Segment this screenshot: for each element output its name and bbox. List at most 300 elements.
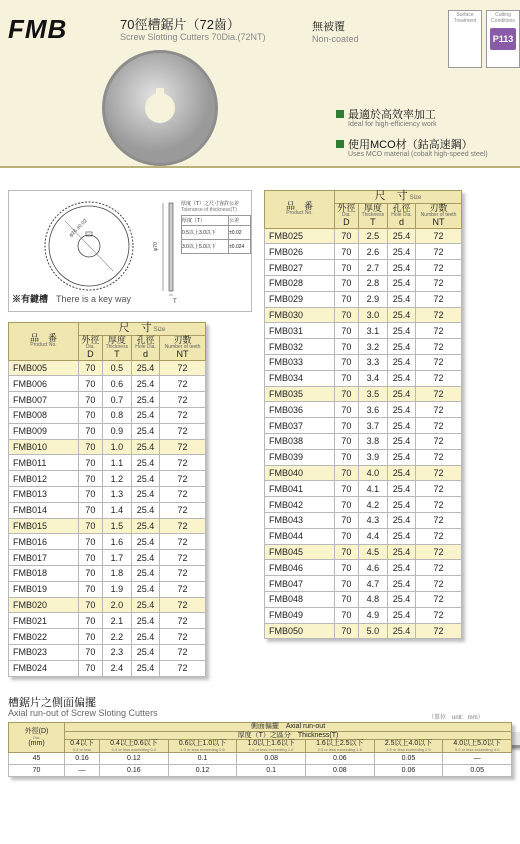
table-row [265,449,462,465]
hole-dia: 25.4 [131,360,159,376]
table-row [9,765,512,777]
table-row [9,629,206,645]
thickness: 2.9 [358,291,387,307]
runout-title-en: Axial run-out of Screw Sloting Cutters [8,708,158,718]
outer-dia: 70 [335,244,359,260]
teeth-count: 72 [160,597,206,613]
cutting-conditions-badge[interactable]: Cutting Conditions P113 [486,10,520,68]
product-code: FMB026 [265,244,335,260]
teeth-count: 72 [416,386,462,402]
table-row [265,386,462,402]
product-code: FMB047 [265,576,335,592]
teeth-count: 72 [160,423,206,439]
thickness: 0.9 [102,423,131,439]
hole-dia: 25.4 [131,439,159,455]
outer-dia: 70 [79,645,103,661]
teeth-count: 72 [416,465,462,481]
table-row [9,566,206,582]
col-thickness-bracket: 1.6以上2.5以下 2.5 or less exceeding 1.6 [306,740,375,753]
outer-dia: 70 [335,465,359,481]
hole-dia: 25.4 [131,660,159,676]
hole-dia: 25.4 [131,392,159,408]
table-row [265,323,462,339]
thickness: 0.5 [102,360,131,376]
product-code: FMB050 [265,623,335,639]
product-code: FMB043 [265,513,335,529]
hole-dia: 25.4 [387,402,415,418]
teeth-count: 72 [160,455,206,471]
teeth-count: 72 [160,518,206,534]
runout-value: 0.16 [65,753,100,765]
thickness: 1.5 [102,518,131,534]
product-code: FMB006 [9,376,79,392]
hole-dia: 25.4 [387,449,415,465]
outer-dia: 70 [79,376,103,392]
table-row [265,244,462,260]
table-row [265,291,462,307]
teeth-count: 72 [416,434,462,450]
table-row [265,260,462,276]
product-code: FMB012 [9,471,79,487]
thickness: 3.9 [358,449,387,465]
thickness: 0.6 [102,376,131,392]
outer-dia: 70 [79,597,103,613]
col-thickness-bracket: 2.5以上4.0以下 4.0 or less exceeding 2.5 [374,740,443,753]
thickness: 1.7 [102,550,131,566]
hole-diameter-label: φ16 ±0.02 [68,218,89,239]
runout-value: 0.05 [443,765,512,777]
outer-dia: 70 [335,481,359,497]
thickness: 4.1 [358,481,387,497]
col-dia: 外徑 Dia. D [335,203,359,228]
product-code: FMB008 [9,408,79,424]
spec-badges [448,10,520,68]
col-teeth: 刃數 Number of teeth NT [160,335,206,360]
hole-dia: 25.4 [131,597,159,613]
runout-value: 0.05 [374,753,443,765]
catalog-header [0,0,520,168]
product-code: FMB019 [9,581,79,597]
outer-dia: 70 [335,355,359,371]
thickness: 5.0 [358,623,387,639]
outer-dia: 70 [79,629,103,645]
table-row [265,560,462,576]
col-axial-runout: 側面偏擺 Axial run-out [65,723,512,732]
product-code: FMB022 [9,629,79,645]
table-row [265,418,462,434]
outer-dia: 70 [79,566,103,582]
outer-dia: 70 [79,471,103,487]
hole-dia: 25.4 [387,623,415,639]
teeth-count: 72 [416,339,462,355]
table-row [9,660,206,676]
runout-value: — [443,753,512,765]
outer-dia: 70 [79,502,103,518]
teeth-count: 72 [160,645,206,661]
thickness: 3.5 [358,386,387,402]
thickness: 2.6 [358,244,387,260]
hole-dia: 25.4 [387,260,415,276]
teeth-count: 72 [416,355,462,371]
product-code: FMB038 [265,434,335,450]
table-row [9,534,206,550]
runout-value: 0.1 [237,765,306,777]
runout-value: 0.06 [374,765,443,777]
tolerance-table: 厚度（T） 公差 0.5以上3.0以下 ±0.02 3.0以上5.0以下 ±0.024 [181,215,251,254]
product-code: FMB018 [9,566,79,582]
hole-dia: 25.4 [131,518,159,534]
table-row [265,576,462,592]
hole-dia: 25.4 [387,481,415,497]
table-row [265,276,462,292]
teeth-count: 72 [416,228,462,244]
thickness: 4.2 [358,497,387,513]
teeth-count: 72 [160,439,206,455]
table-row [9,487,206,503]
col-hole: 孔徑 Hole Dia. d [131,335,159,360]
table-row [9,423,206,439]
bullet-icon [336,140,344,148]
table-row [9,439,206,455]
product-code: FMB007 [9,392,79,408]
product-code: FMB042 [265,497,335,513]
outer-dia: 70 [335,307,359,323]
hole-dia: 25.4 [131,487,159,503]
product-code: FMB025 [265,228,335,244]
teeth-count: 72 [416,607,462,623]
table-row [265,481,462,497]
product-code: FMB049 [265,607,335,623]
keyway-note: ※有鍵槽 There is a key way [12,294,132,304]
outer-dia: 70 [79,487,103,503]
product-code: FMB014 [9,502,79,518]
thickness: 1.2 [102,471,131,487]
hole-dia: 25.4 [387,607,415,623]
table-row [9,392,206,408]
outer-dia: 70 [335,386,359,402]
teeth-count: 72 [160,408,206,424]
hole-dia: 25.4 [131,550,159,566]
thickness: 1.9 [102,581,131,597]
product-code: FMB031 [265,323,335,339]
hole-dia: 25.4 [387,370,415,386]
product-code: FMB021 [9,613,79,629]
runout-value: 0.08 [306,765,375,777]
outer-dia: 70 [335,339,359,355]
col-size: 尺 寸 Size [79,323,206,336]
teeth-count: 72 [160,471,206,487]
hole-dia: 25.4 [387,434,415,450]
teeth-count: 72 [160,613,206,629]
outer-dia: 70 [79,360,103,376]
thickness: 2.8 [358,276,387,292]
table-row [9,550,206,566]
col-thickness-bracket: 1.0以上1.6以下 1.6 or less exceeding 1.0 [237,740,306,753]
product-code: FMB017 [9,550,79,566]
product-code: FMB013 [9,487,79,503]
teeth-count: 72 [416,418,462,434]
outer-dia: 70 [335,434,359,450]
product-code: FMB016 [9,534,79,550]
feature-high-efficiency: 最適於高效率加工 [336,106,436,122]
hole-dia: 25.4 [387,418,415,434]
product-code: FMB011 [9,455,79,471]
outer-dia: 70 [79,613,103,629]
thickness: 4.7 [358,576,387,592]
teeth-count: 72 [416,576,462,592]
runout-value: 0.06 [306,753,375,765]
coating-label-en: Non-coated [312,34,359,44]
table-row [265,465,462,481]
product-code: FMB036 [265,402,335,418]
outer-dia: 70 [79,550,103,566]
hole-dia: 25.4 [387,228,415,244]
product-code: FMB020 [9,597,79,613]
table-row [9,597,206,613]
teeth-count: 72 [160,487,206,503]
product-code: FMB041 [265,481,335,497]
teeth-count: 72 [160,376,206,392]
table-row [9,581,206,597]
product-code: FMB010 [9,439,79,455]
col-thickness-range: 厚度（T）之區分 Thickness(T) [65,731,512,740]
outer-dia: 70 [79,455,103,471]
col-product-no: 品 番 Product No. [265,191,335,229]
thickness: 4.8 [358,592,387,608]
table-row [9,455,206,471]
product-code: FMB005 [9,360,79,376]
hole-dia: 25.4 [387,513,415,529]
col-thickness-bracket: 4.0以上5.0以下 5.0 or less exceeding 4.0 [443,740,512,753]
teeth-count: 72 [160,502,206,518]
table-row [265,228,462,244]
hole-dia: 25.4 [131,581,159,597]
product-code: FMB034 [265,370,335,386]
thickness: 0.8 [102,408,131,424]
teeth-count: 72 [416,449,462,465]
runout-value: 0.1 [168,753,237,765]
teeth-count: 72 [160,629,206,645]
hole-dia: 25.4 [387,544,415,560]
thickness: 4.6 [358,560,387,576]
table-row [265,370,462,386]
product-code: FMB037 [265,418,335,434]
thickness: 2.7 [358,260,387,276]
outer-dia: 70 [335,449,359,465]
outer-dia: 45 [9,753,65,765]
thickness: 2.0 [102,597,131,613]
outer-dia: 70 [79,423,103,439]
product-code: FMB015 [9,518,79,534]
thickness: 3.3 [358,355,387,371]
product-table-left [8,322,206,677]
outer-dia: 70 [335,497,359,513]
table-row [265,623,462,639]
thickness: 2.4 [102,660,131,676]
hole-dia: 25.4 [387,291,415,307]
teeth-count: 72 [416,592,462,608]
teeth-count: 72 [160,534,206,550]
outer-dia: 70 [79,518,103,534]
outer-dia: 70 [335,276,359,292]
page-reference[interactable]: P113 [490,28,516,50]
product-code: FMB023 [9,645,79,661]
outer-dia: 70 [335,323,359,339]
product-code: FMB030 [265,307,335,323]
hole-dia: 25.4 [387,465,415,481]
outer-dia: 70 [335,576,359,592]
table-row [9,753,512,765]
product-code: FMB009 [9,423,79,439]
product-code: FMB046 [265,560,335,576]
product-code: FMB029 [265,291,335,307]
teeth-count: 72 [416,481,462,497]
brand-code: FMB [8,14,68,44]
thickness-label: T [173,299,177,305]
thickness: 2.2 [102,629,131,645]
outer-dia: 70 [335,291,359,307]
thickness: 3.1 [358,323,387,339]
col-dia: 外徑 Dia. D [79,335,103,360]
product-table-right [264,190,462,639]
feature-mco-material: 使用MCO材（鈷高速鋼） [336,136,473,152]
thickness: 3.0 [358,307,387,323]
outer-dia: 70 [79,581,103,597]
col-thickness-bracket: 0.6以上1.0以下 1.0 or less exceeding 0.6 [168,740,237,753]
hole-dia: 25.4 [131,423,159,439]
teeth-count: 72 [416,402,462,418]
thickness: 3.8 [358,434,387,450]
bullet-icon [336,110,344,118]
hole-dia: 25.4 [387,276,415,292]
col-outer-dia: 外徑(D) Dia. (mm) [9,723,65,753]
thickness: 4.3 [358,513,387,529]
hole-dia: 25.4 [387,355,415,371]
feature-mco-material-en: Uses MCO material (cobalt high-speed steel) [348,151,488,158]
hole-dia: 25.4 [387,244,415,260]
product-code: FMB039 [265,449,335,465]
outer-dia: 70 [9,765,65,777]
runout-value: 0.16 [100,765,169,777]
table-row [265,339,462,355]
col-size: 尺 寸 Size [335,191,462,204]
thickness: 4.4 [358,528,387,544]
thickness: 1.1 [102,455,131,471]
teeth-count: 72 [160,566,206,582]
teeth-count: 72 [416,513,462,529]
hole-dia: 25.4 [131,376,159,392]
table-row [265,307,462,323]
product-code: FMB032 [265,339,335,355]
teeth-count: 72 [160,392,206,408]
hole-dia: 25.4 [387,576,415,592]
thickness: 1.8 [102,566,131,582]
runout-value: 0.12 [100,753,169,765]
outer-dia: 70 [335,370,359,386]
outer-dia: 70 [79,392,103,408]
hole-dia: 25.4 [131,471,159,487]
thickness: 2.3 [102,645,131,661]
hole-dia: 25.4 [131,408,159,424]
thickness: 1.4 [102,502,131,518]
teeth-count: 72 [416,497,462,513]
thickness: 4.9 [358,607,387,623]
outer-dia: 70 [335,528,359,544]
outer-dia: 70 [335,592,359,608]
product-code: FMB044 [265,528,335,544]
teeth-count: 72 [160,550,206,566]
table-row [265,607,462,623]
product-code: FMB045 [265,544,335,560]
teeth-count: 72 [160,660,206,676]
teeth-count: 72 [416,276,462,292]
thickness: 3.4 [358,370,387,386]
hole-dia: 25.4 [131,629,159,645]
runout-table [8,722,512,777]
hole-dia: 25.4 [131,534,159,550]
teeth-count: 72 [160,360,206,376]
hole-dia: 25.4 [387,386,415,402]
table-row [9,613,206,629]
hole-dia: 25.4 [387,323,415,339]
table-row [265,497,462,513]
thickness: 2.1 [102,613,131,629]
tolerance-box: 厚度（T）之尺寸容許公差 Tolerance of thickness(T) 厚度（T） 公差 0.5以上3.0以下 ±0.02 3.0以上5.0以下 ±0.024 [181,201,251,254]
table-row [265,544,462,560]
teeth-count: 72 [416,370,462,386]
thickness: 3.2 [358,339,387,355]
thickness: 0.7 [102,392,131,408]
col-thickness-bracket: 0.4以上0.6以下 0.4 or less exceeding 0.4 [100,740,169,753]
teeth-count: 72 [416,323,462,339]
table-row [265,513,462,529]
col-teeth: 刃數 Number of teeth NT [416,203,462,228]
teeth-count: 72 [416,544,462,560]
teeth-count: 72 [416,244,462,260]
product-code: FMB033 [265,355,335,371]
table-row [265,592,462,608]
surface-treatment-badge: Surface Treatment [448,10,482,68]
outer-dia: 70 [335,260,359,276]
hole-dia: 25.4 [387,307,415,323]
teeth-count: 72 [416,528,462,544]
thickness: 1.3 [102,487,131,503]
table-row [9,645,206,661]
col-thickness: 厚度 Thickness T [102,335,131,360]
outer-dia: 70 [335,544,359,560]
outer-dia: 70 [335,607,359,623]
outer-dia: 70 [335,228,359,244]
runout-title: 槽鋸片之側面偏擺 [8,697,96,709]
runout-value: — [65,765,100,777]
teeth-count: 72 [416,291,462,307]
hole-dia: 25.4 [131,502,159,518]
col-product-no: 品 番 Product No. [9,323,79,361]
hole-dia: 25.4 [387,560,415,576]
feature-high-efficiency-en: Ideal for high-efficiency work [348,121,437,128]
outer-dia: 70 [335,623,359,639]
hole-dia: 25.4 [131,566,159,582]
runout-value: 0.08 [237,753,306,765]
hole-dia: 25.4 [131,455,159,471]
table-row [9,518,206,534]
table-row [9,471,206,487]
table-row [265,528,462,544]
table-row [9,360,206,376]
product-code: FMB028 [265,276,335,292]
thickness: 1.0 [102,439,131,455]
product-code: FMB040 [265,465,335,481]
